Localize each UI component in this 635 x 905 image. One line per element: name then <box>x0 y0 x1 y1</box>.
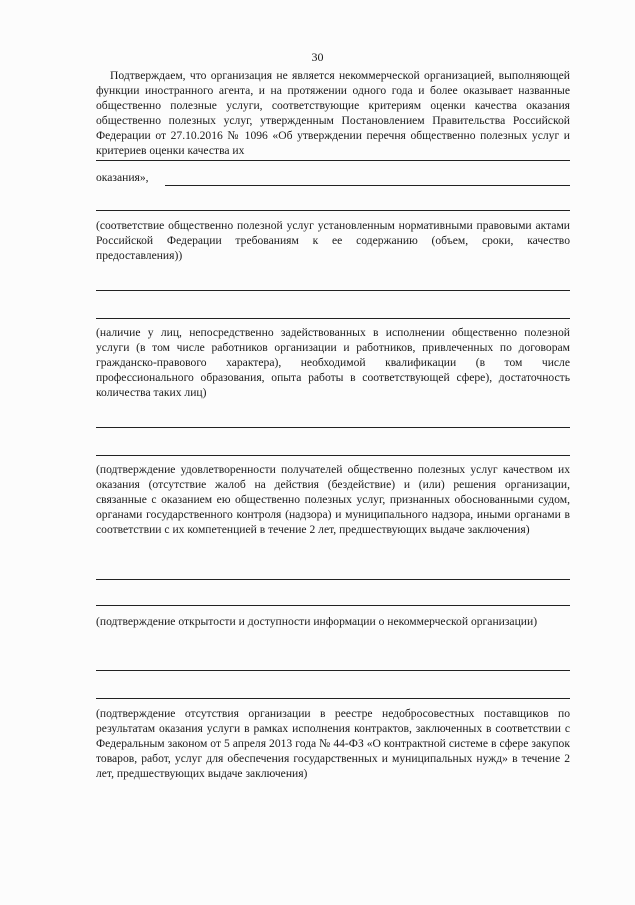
underline-9 <box>96 605 570 606</box>
intro-tail: оказания», <box>96 171 149 184</box>
underline-3 <box>96 210 570 211</box>
underline-2 <box>165 185 570 186</box>
underline-7 <box>96 455 570 456</box>
caption-recipient-satisfaction: (подтверждение удовлетворенности получателей общественно полезных услуг качеством их оказания (отсутствие жалоб на действия (бездействие) и (или) решения организации, связанные с оказанием ею общественно полезных услуг, признанных обоснованными судом, органами государственного контроля (надзора) и муниципального надзора, иными органами в соответствии с их компетенцией в течение 2 лет, предшествующих выдаче заключения) <box>96 463 570 536</box>
underline-4 <box>96 290 570 291</box>
underline-5 <box>96 318 570 319</box>
caption-service-compliance: (соответствие общественно полезной услуг установленным нормативными правовыми актами Российской Федерации требованиям к ее содержанию (объем, сроки, качество предоставления)) <box>96 219 570 262</box>
caption-staff-qualification: (наличие у лиц, непосредственно задействованных в исполнении общественно полезной услуги (в том числе работников организации и работников, привлеченных по договорам гражданско-правового характера), необходимой квалификации (в том числе профессионального образования, опыта работы в соответствующей сфере), достаточность количества таких лиц) <box>96 326 570 399</box>
intro-paragraph: Подтверждаем, что организация не является некоммерческой организацией, выполняющей функции иностранного агента, и на протяжении одного года и более оказывает названные общественно полезные услуги, соответствующие критериям оценки качества оказания общественно полезных услуг, утвержденным Постановлением Правительства Российской Федерации от 27.10.2016 № 1096 «Об утверждении перечня общественно полезных услуг и критериев оценки качества их <box>96 69 570 157</box>
underline-11 <box>96 698 570 699</box>
caption-information-openness: (подтверждение открытости и доступности информации о некоммерческой организации) <box>96 615 538 628</box>
underline-10 <box>96 670 570 671</box>
underline-6 <box>96 427 570 428</box>
underline-8 <box>96 579 570 580</box>
caption-supplier-registry: (подтверждение отсутствия организации в реестре недобросовестных поставщиков по результатам оказания услуги в рамках исполнения контрактов, заключенных в соответствии с Федеральным законом от 5 апреля 2013 года № 44-ФЗ «О контрактной системе в сфере закупок товаров, работ, услуг для обеспечения государственных и муниципальных нужд» в течение 2 лет, предшествующих выдаче заключения) <box>96 707 570 780</box>
underline-1 <box>96 160 570 161</box>
page-number: 30 <box>311 50 324 64</box>
